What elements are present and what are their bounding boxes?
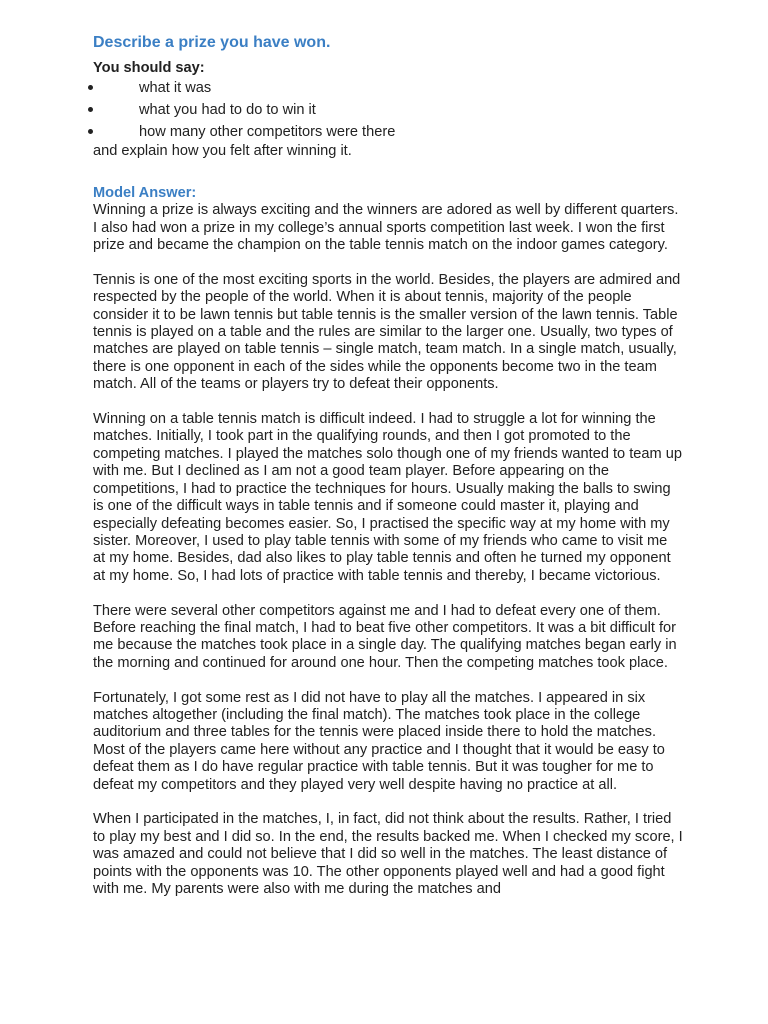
bullet-item — [93, 77, 683, 99]
bullet-text: what it was — [139, 80, 212, 97]
document-content — [93, 33, 683, 916]
bullet-text: what you had to do to win it — [139, 102, 316, 119]
bullet-item — [93, 121, 683, 143]
cue-card-bullets — [93, 77, 683, 143]
answer-paragraph: Fortunately, I got some rest as I did not have to play all the matches. I appeared in six matches altogether (including the final match). The matches took place in the college auditorium and three tables for the tennis were placed inside there to hold the matches. Most of the players came here without any practice and I thought that it would be easy to defeat them as I do have regular practice with table tennis. But it was tougher for me to defeat my competitors and they played very well despite having no practice at all. — [93, 689, 665, 793]
bullet-icon — [88, 85, 93, 90]
answer-paragraph: When I participated in the matches, I, in fact, did not think about the results. Rather, I tried to play my best and I did so. In the end, the results backed me. When I checked my score, I was amazed and could not believe that I did so well in the matches. The least distance of points with the opponents was 10. The other opponents played well and had a good fight with me. My parents were also with me during the matches and — [93, 811, 683, 897]
answer-paragraph: Winning a prize is always exciting and the winners are adored as well by different quarters. I also had won a prize in my college’s annual sports competition last week. I won the first prize and became the champion on the table tennis match on the indoor games category. — [93, 202, 679, 254]
should-say-label: You should say: — [93, 60, 205, 76]
answer-paragraph: Winning on a table tennis match is difficult indeed. I had to struggle a lot for winning the matches. Initially, I took part in the qualifying rounds, and then I got promoted to the competing matches. I played the matches solo though one of my friends wanted to team up with me. But I declined as I am not a good team player. Before appearing on the competitions, I had to practice the techniques for hours. Usually making the balls to swing is one of the difficult ways in table tennis and if someone could master it, playing and especially defeating becomes easier. So, I practised the specific way at my home with my sister. Moreover, I used to play table tennis with some of my friends who came to visit me at my home. Besides, dad also likes to play table tennis and often he turned my opponent at my home. So, I had lots of practice with table tennis and thereby, I became victorious. — [93, 411, 682, 584]
bullet-icon — [88, 107, 93, 112]
explain-line: and explain how you felt after winning it. — [93, 143, 352, 160]
bullet-item — [93, 99, 683, 121]
bullet-text: how many other competitors were there — [139, 124, 396, 141]
answer-paragraph: There were several other competitors against me and I had to defeat every one of them. Before reaching the final match, I had to beat five other competitors. It was a bit difficult for me because the matches took place in a single day. The qualifying matches began early in the morning and continued for around one hour. Then the competing matches took place. — [93, 602, 677, 671]
bullet-icon — [88, 129, 93, 134]
answer-paragraph: Tennis is one of the most exciting sports in the world. Besides, the players are admired and respected by the people of the world. When it is about tennis, majority of the people consider it to be lawn tennis but table tennis is the smaller version of the lawn tennis. Table tennis is played on a table and the rules are similar to the larger one. Usually, two types of matches are played on table tennis – single match, team match. In a single match, usually, there is one opponent in each of the sides while the opponents become two in the team match. All of the teams or players try to defeat their opponents. — [93, 271, 681, 393]
model-answer-heading: Model Answer: — [93, 184, 197, 201]
cue-card-title: Describe a prize you have won. — [93, 34, 331, 51]
